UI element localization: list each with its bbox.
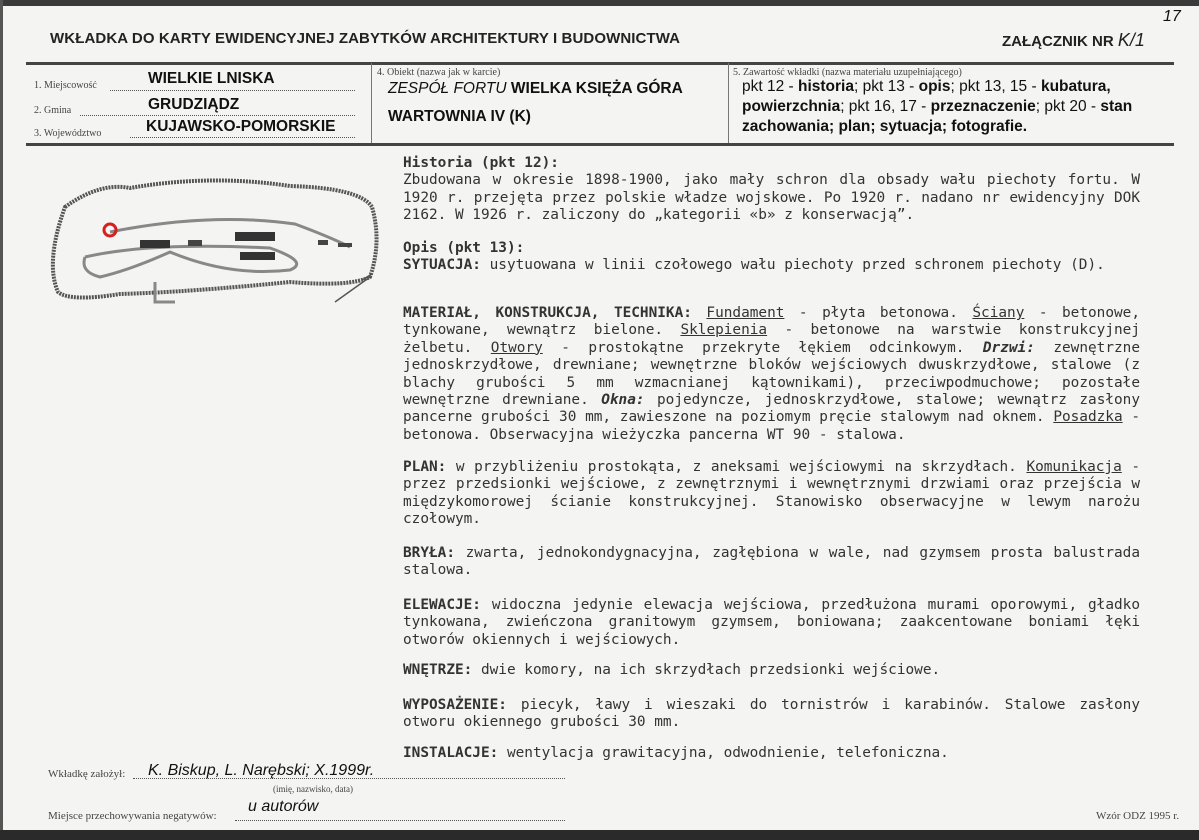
wojewodztwo-value: KUJAWSKO-POMORSKIE xyxy=(146,118,336,135)
emphasized-term: Komunikacja xyxy=(1026,459,1122,475)
scan-edge-left xyxy=(0,0,3,840)
column-divider xyxy=(728,63,729,143)
template-version: Wzór ODZ 1995 r. xyxy=(1096,810,1180,822)
building xyxy=(338,243,352,247)
zawartosc-segment: przeznaczenie xyxy=(930,98,1036,115)
annex-value: K/1 xyxy=(1117,30,1145,50)
annex-label: ZAŁĄCZNIK NR xyxy=(1002,33,1114,50)
description-section xyxy=(403,459,1140,529)
section-heading: MATERIAŁ, KONSTRUKCJA, TECHNIKA: xyxy=(403,305,692,321)
emphasized-term: Okna: xyxy=(601,392,645,409)
dotted-line xyxy=(130,137,355,138)
emphasized-term: Otwory xyxy=(490,339,543,356)
negatives-value: u autorów xyxy=(248,798,319,815)
fort-plan-sketch xyxy=(10,152,390,322)
emphasized-term: Fundament xyxy=(706,305,785,321)
section-heading: ELEWACJE: xyxy=(403,597,481,613)
zawartosc-segment: ; pkt 13 - xyxy=(853,78,919,95)
obiekt-label: 4. Obiekt (nazwa jak w karcie) xyxy=(377,67,501,78)
building xyxy=(235,232,275,241)
scan-edge-bottom xyxy=(0,830,1199,840)
author-label: Wkładkę założył: xyxy=(48,768,126,780)
description-section xyxy=(403,745,1140,762)
author-hint: (imię, nazwisko, data) xyxy=(273,784,353,794)
section-text: - betonowe na warstwie konstrukcyjnej żelbetu. xyxy=(403,322,1140,356)
obiekt-value xyxy=(388,80,683,98)
dotted-line xyxy=(110,90,355,91)
section-heading: BRYŁA: xyxy=(403,545,455,561)
zawartosc-segment: kubatura, powierzchnia xyxy=(742,78,1111,115)
annex-number xyxy=(1002,30,1145,51)
negatives-label: Miejsce przechowywania negatywów: xyxy=(48,810,217,822)
zawartosc-segment: pkt 12 - xyxy=(742,78,798,95)
author-value: K. Biskup, L. Narębski; X.1999r. xyxy=(148,762,375,779)
page-number: 17 xyxy=(1163,8,1181,25)
scan-edge-top xyxy=(0,0,1199,6)
section-text: zewnętrzne jednoskrzydłowe, drewniane; wewnętrzne bloków wejściowych dwuskrzydłowe, stalowe (z blachy grubości 5 mm wzmacnianej kątownikami), przeciwpodmuchowe; pozostałe wewnętrzne drewniane. xyxy=(403,339,1140,409)
obiekt-prefix: ZESPÓŁ FORTU xyxy=(388,80,507,97)
description-section xyxy=(403,697,1140,732)
emphasized-term: Drzwi: xyxy=(982,339,1035,356)
section-text: - przez przedsionki wejściowe, z zewnętrznymi i wewnętrznymi drzwiami oraz przejścia w międzykomorowej ścianie konstrukcyjnej. Stanowisko obserwacyjne w lewym narożu czołowym. xyxy=(403,459,1140,528)
section-text: - betonowe, tynkowane, wewnątrz bielone. xyxy=(403,305,1140,339)
column-divider xyxy=(371,63,372,143)
section-text: w przybliżeniu prostokąta, z aneksami wejściowymi na skrzydłach. xyxy=(446,459,1027,475)
section-text xyxy=(692,305,707,321)
emphasized-term: Sklepienia xyxy=(680,322,768,339)
section-text: zwarta, jednokondygnacyjna, zagłębiona w wale, nad gzymsem prosta balustrada stalowa. xyxy=(403,545,1140,579)
description-section xyxy=(403,305,1140,444)
emphasized-term: Posadzka xyxy=(1053,409,1123,426)
section-text: - płyta betonowa. xyxy=(784,305,973,321)
building xyxy=(240,252,275,260)
section-text: dwie komory, na ich skrzydłach przedsionki wejściowe. xyxy=(472,662,941,678)
zawartosc-label: 5. Zawartość wkładki (nazwa materiału uzupełniającego) xyxy=(733,67,962,78)
description-section xyxy=(403,597,1140,649)
section-heading: Historia (pkt 12): xyxy=(403,155,559,171)
dotted-line xyxy=(235,820,565,821)
building xyxy=(140,240,170,248)
wojewodztwo-label: 3. Województwo xyxy=(34,128,102,139)
description-section xyxy=(403,545,1140,580)
description-section xyxy=(403,240,1140,275)
section-heading: SYTUACJA: xyxy=(403,257,481,274)
section-heading: WNĘTRZE: xyxy=(403,662,473,678)
section-heading: Opis (pkt 13): xyxy=(403,240,525,256)
zawartosc-segment: opis xyxy=(918,78,951,95)
obiekt-line2: WARTOWNIA IV (K) xyxy=(388,108,531,125)
section-text: usytuowana w linii czołowego wału piechoty przed schronem piechoty (D). xyxy=(480,257,1105,274)
dotted-line xyxy=(80,115,355,116)
section-text: widoczna jedynie elewacja wejściowa, przedłużona murami oporowymi, gładko tynkowana, zwieńczona granitowym gzymsem, boniowana; zaakcentowane boniami łęki otworów okiennych i wejściowych. xyxy=(403,597,1140,648)
header-rule-top xyxy=(26,62,1174,65)
header-rule-bottom xyxy=(26,143,1174,146)
fort-outline xyxy=(53,180,377,297)
section-text: pojedyncze, jednoskrzydłowe, stalowe; wewnątrz zasłony pancerne grubości 30 mm, zawieszone na poziomym pręcie stalowym nad oknem. xyxy=(403,392,1141,426)
miejscowosc-label: 1. Miejscowość xyxy=(34,80,97,91)
gmina-value: GRUDZIĄDZ xyxy=(148,96,240,113)
section-text: wentylacja grawitacyjna, odwodnienie, telefoniczna. xyxy=(498,745,949,761)
building xyxy=(188,240,202,246)
building xyxy=(318,240,328,245)
description-section xyxy=(403,662,1140,679)
north-arrow-icon xyxy=(335,274,372,302)
section-text: Zbudowana w okresie 1898-1900, jako mały schron dla obsady wału piechoty fortu. W 1920 r. przejęta przez polskie władze wojskowe. Po 1920 r. nadano nr ewidencyjny DOK 2162. W 1926 r. zaliczony do „kategorii «b» z konserwacją”. xyxy=(403,172,1140,224)
emphasized-term: Ściany xyxy=(972,305,1025,321)
section-heading: WYPOSAŻENIE: xyxy=(403,697,507,713)
zawartosc-segment: ; pkt 13, 15 - xyxy=(950,78,1041,95)
zawartosc-segment: ; pkt 16, 17 - xyxy=(840,98,931,115)
section-heading: INSTALACJE: xyxy=(403,745,499,761)
zawartosc-segment: stan zachowania; plan; sytuacja; fotografie. xyxy=(742,98,1133,135)
section-text: - prostokątne przekryte łękiem odcinkowym. xyxy=(542,339,983,356)
zawartosc-segment: ; pkt 20 - xyxy=(1035,98,1101,115)
zawartosc-segment: historia xyxy=(798,78,854,95)
fort-roads xyxy=(84,220,350,278)
miejscowosc-value: WIELKIE LNISKA xyxy=(148,70,275,87)
section-heading: PLAN: xyxy=(403,459,447,475)
zawartosc-value xyxy=(742,77,1142,137)
description-section xyxy=(403,155,1140,225)
obiekt-name: WIELKA KSIĘŻA GÓRA xyxy=(510,80,683,97)
gmina-label: 2. Gmina xyxy=(34,105,72,116)
section-text: piecyk, ławy i wieszaki do tornistrów i karabinów. Stalowe zasłony otworu okiennego grubości 30 mm. xyxy=(403,697,1140,731)
section-text: - betonowa. Obserwacyjna wieżyczka pancerna WT 90 - stalowa. xyxy=(403,409,1140,443)
document-title: WKŁADKA DO KARTY EWIDENCYJNEJ ZABYTKÓW ARCHITEKTURY I BUDOWNICTWA xyxy=(50,30,681,47)
